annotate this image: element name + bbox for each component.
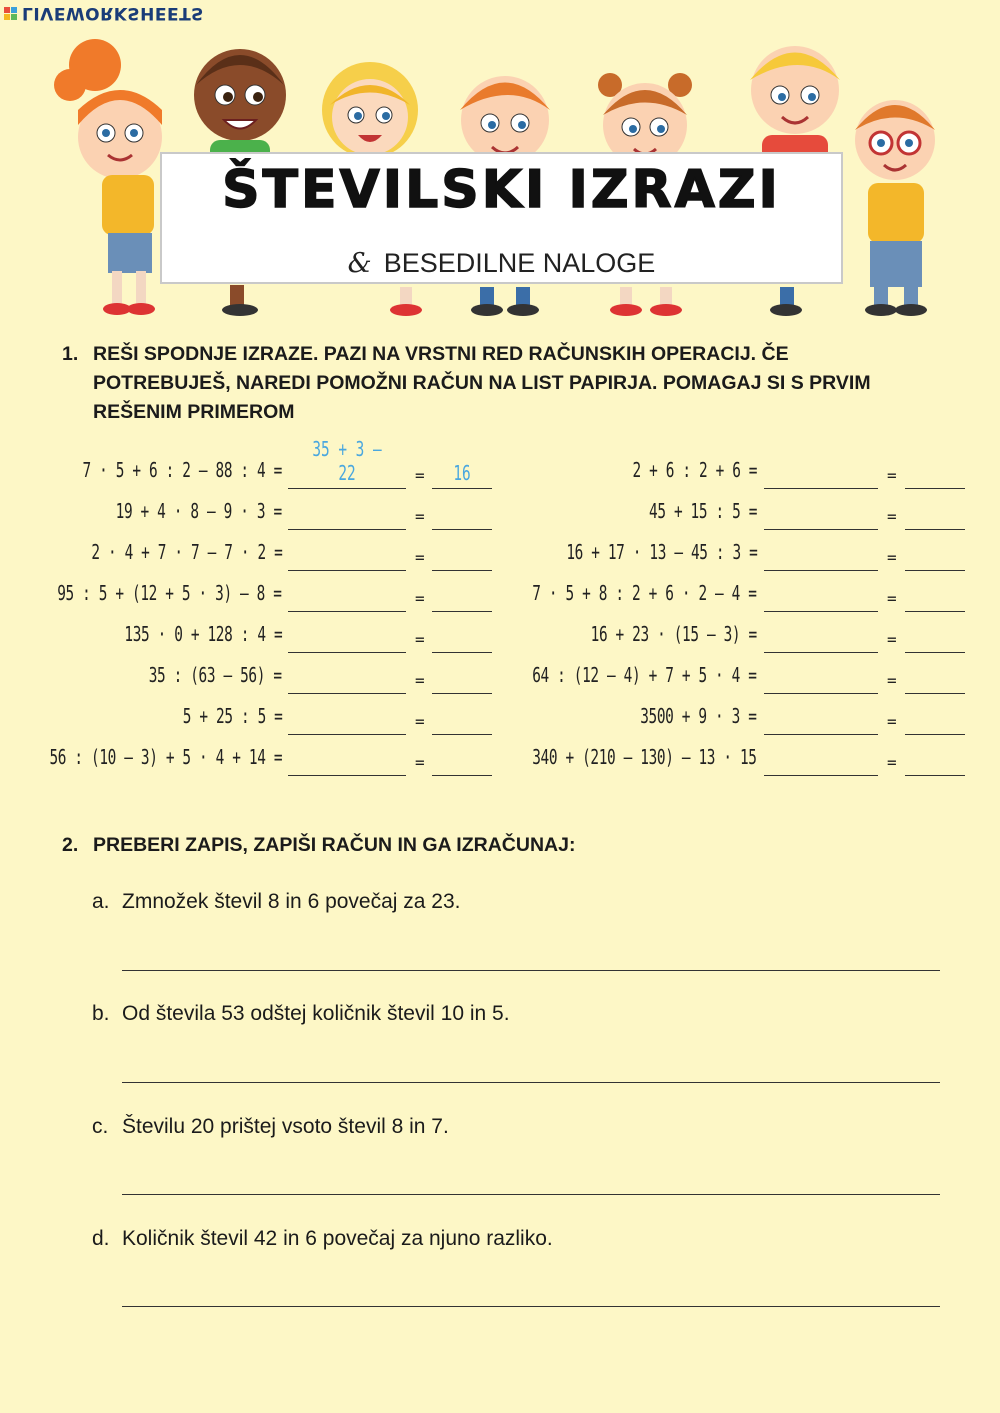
result-blank-right-3[interactable]: [905, 536, 965, 571]
expression-text: 2 · 4 + 7 · 7 – 7 · 2 =: [90, 540, 282, 564]
expression-text: 56 : (10 – 3) + 5 · 4 + 14 =: [49, 745, 282, 769]
equals-sign: =: [887, 712, 897, 731]
expression-text: 5 + 25 : 5 =: [182, 704, 282, 728]
result-answer: 16: [453, 461, 471, 485]
word-problem-b-letter: b.: [92, 1002, 110, 1025]
equals-sign: =: [415, 466, 425, 485]
step-blank-right-5[interactable]: [764, 618, 878, 653]
expression-text: 95 : 5 + (12 + 5 · 3) – 8 =: [57, 581, 282, 605]
ampersand: &: [347, 248, 372, 279]
answer-line-a[interactable]: [122, 970, 940, 971]
liveworksheets-logo: [4, 3, 204, 23]
step-blank-right-3[interactable]: [764, 536, 878, 571]
step-blank-right-2[interactable]: [764, 495, 878, 530]
step-answer: 35 + 3 – 22: [312, 437, 382, 485]
logo-grid-icon: [4, 7, 17, 20]
equals-sign: =: [887, 507, 897, 526]
expression-text: 16 + 17 · 13 – 45 : 3 =: [565, 540, 757, 564]
word-problem-a-letter: a.: [92, 890, 110, 913]
expression-text: 35 : (63 – 56) =: [149, 663, 282, 687]
expression-right-5: [0, 618, 757, 654]
expression-text: 340 + (210 – 130) – 13 · 15: [532, 745, 757, 769]
kid-7-figure: [855, 100, 935, 316]
word-problem-a: [92, 890, 461, 914]
result-blank-right-5[interactable]: [905, 618, 965, 653]
answer-line-c[interactable]: [122, 1194, 940, 1195]
subtitle-text: BESEDILNE NALOGE: [383, 248, 656, 278]
step-blank-right-4[interactable]: [764, 577, 878, 612]
equals-sign: =: [887, 753, 897, 772]
question-1-number: 1.: [62, 343, 79, 365]
expression-text: 3500 + 9 · 3 =: [640, 704, 757, 728]
question-2-number: 2.: [62, 834, 79, 856]
expression-right-6: [0, 659, 757, 695]
equals-sign: =: [415, 507, 425, 526]
expression-right-1: [0, 454, 757, 490]
logo-text: LIVEWORKSHEETS: [22, 3, 204, 23]
expression-text: 45 + 15 : 5 =: [648, 499, 757, 523]
equals-sign: =: [887, 548, 897, 567]
equals-sign: =: [887, 466, 897, 485]
equals-sign: =: [415, 753, 425, 772]
equals-sign: =: [415, 630, 425, 649]
result-blank-right-4[interactable]: [905, 577, 965, 612]
answer-line-b[interactable]: [122, 1082, 940, 1083]
expression-text: 7 · 5 + 6 : 2 – 88 : 4 =: [82, 458, 282, 482]
step-blank-right-1[interactable]: [764, 454, 878, 489]
expression-right-3: [0, 536, 757, 572]
step-blank-right-6[interactable]: [764, 659, 878, 694]
result-blank-right-7[interactable]: [905, 700, 965, 735]
expression-text: 7 · 5 + 8 : 2 + 6 · 2 – 4 =: [532, 581, 757, 605]
equals-sign: =: [415, 671, 425, 690]
result-blank-right-1[interactable]: [905, 454, 965, 489]
word-problem-d: [92, 1227, 553, 1251]
word-problem-b: [92, 1002, 510, 1026]
expression-text: 135 · 0 + 128 : 4 =: [124, 622, 282, 646]
word-problem-a-text: Zmnožek števil 8 in 6 povečaj za 23.: [122, 890, 461, 913]
page-subtitle: [162, 248, 841, 279]
result-blank-right-2[interactable]: [905, 495, 965, 530]
question-2-text: PREBERI ZAPIS, ZAPIŠI RAČUN IN GA IZRAČUNAJ:: [93, 834, 576, 856]
result-blank-right-8[interactable]: [905, 741, 965, 776]
step-blank-right-7[interactable]: [764, 700, 878, 735]
word-problem-c: [92, 1115, 449, 1139]
expression-text: 19 + 4 · 8 – 9 · 3 =: [115, 499, 282, 523]
question-1-heading: [62, 340, 922, 427]
equals-sign: =: [887, 630, 897, 649]
word-problem-b-text: Od števila 53 odštej količnik števil 10 in 5.: [122, 1002, 510, 1025]
page-title: ŠTEVILSKI IZRAZI: [222, 160, 781, 220]
question-2-heading: [62, 831, 922, 860]
expression-right-2: [0, 495, 757, 531]
step-blank-right-8[interactable]: [764, 741, 878, 776]
equals-sign: =: [415, 548, 425, 567]
answer-line-d[interactable]: [122, 1306, 940, 1307]
expression-right-7: [0, 700, 757, 736]
word-problem-c-text: Številu 20 prištej vsoto števil 8 in 7.: [122, 1115, 449, 1138]
word-problem-d-text: Količnik števil 42 in 6 povečaj za njuno razliko.: [122, 1227, 553, 1250]
expression-right-8: [0, 741, 757, 777]
kid-1-figure: [54, 39, 162, 315]
title-banner: [160, 152, 843, 284]
expression-right-4: [0, 577, 757, 613]
equals-sign: =: [887, 671, 897, 690]
expression-text: 16 + 23 · (15 – 3) =: [590, 622, 757, 646]
question-1-text: REŠI SPODNJE IZRAZE. PAZI NA VRSTNI RED RAČUNSKIH OPERACIJ. ČE POTREBUJEŠ, NAREDI POMOŽNI RAČUN NA LIST PAPIRJA. POMAGAJ SI S PRVIM REŠENIM PRIMEROM: [93, 343, 871, 423]
expression-text: 64 : (12 – 4) + 7 + 5 · 4 =: [532, 663, 757, 687]
equals-sign: =: [887, 589, 897, 608]
equals-sign: =: [415, 589, 425, 608]
word-problem-d-letter: d.: [92, 1227, 110, 1250]
word-problem-c-letter: c.: [92, 1115, 109, 1138]
equals-sign: =: [415, 712, 425, 731]
result-blank-right-6[interactable]: [905, 659, 965, 694]
expression-text: 2 + 6 : 2 + 6 =: [632, 458, 757, 482]
